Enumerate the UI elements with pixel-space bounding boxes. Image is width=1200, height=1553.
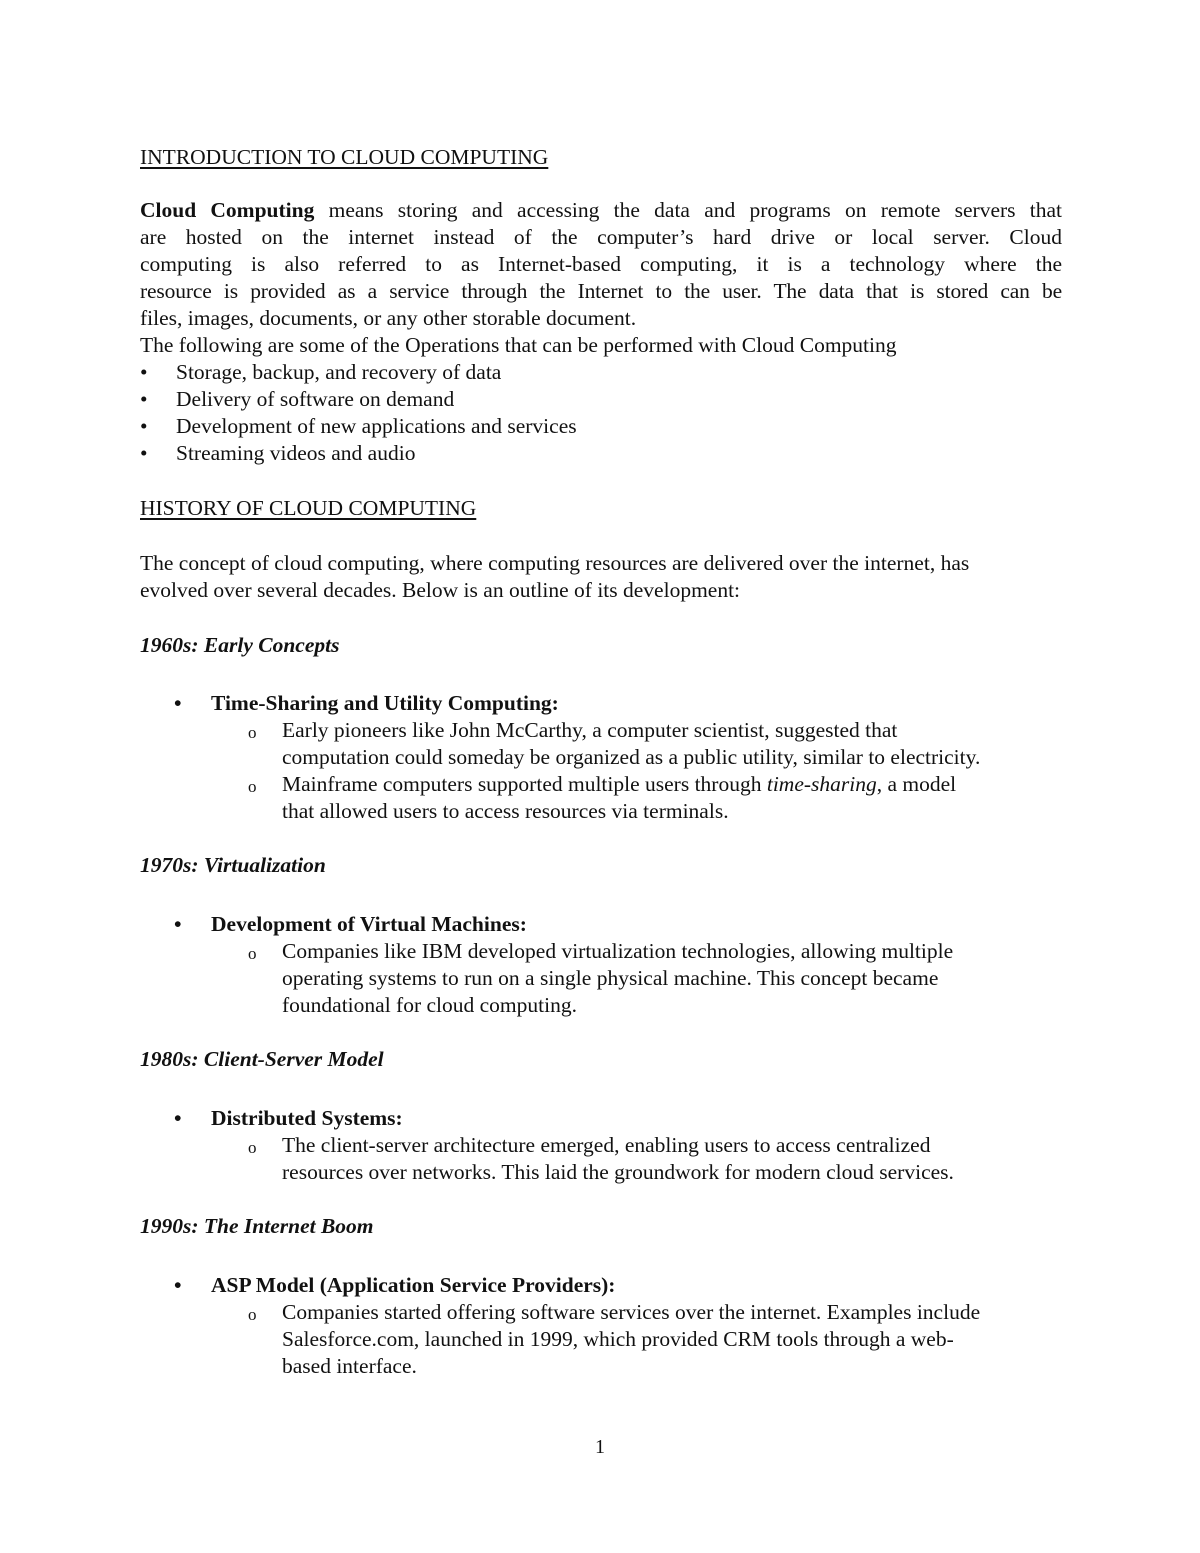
intro-paragraph	[140, 197, 1062, 467]
list-item: • Delivery of software on demand	[140, 387, 455, 411]
era-title-1960s: 1960s: Early Concepts	[140, 633, 340, 657]
era-title-1980s: 1980s: Client-Server Model	[140, 1047, 384, 1071]
bullet-icon: •	[174, 912, 182, 936]
intro-line-5: files, images, documents, or any other storable document.	[140, 306, 637, 330]
bullet-icon: •	[174, 1106, 182, 1130]
bullet-icon: •	[140, 387, 148, 411]
intro-line-4: resource is provided as a service through the Internet to the user. The data that is stored can be	[140, 279, 1062, 303]
history-intro	[140, 550, 1062, 604]
history-intro-line-2: evolved over several decades. Below is an outline of its development:	[140, 578, 741, 602]
sub-bullet-icon: o	[248, 777, 257, 796]
bullet-icon: •	[140, 441, 148, 465]
bullet-icon: •	[140, 414, 148, 438]
history-intro-line-1: The concept of cloud computing, where computing resources are delivered over the internet, has	[140, 551, 970, 575]
list-item: • Development of new applications and services	[140, 414, 577, 438]
era-title-1990s: 1990s: The Internet Boom	[140, 1214, 374, 1238]
intro-line-3: computing is also referred to as Internet-based computing, it is a technology where the	[140, 252, 1062, 276]
sub-bullet-icon: o	[248, 944, 257, 963]
intro-heading: INTRODUCTION TO CLOUD COMPUTING	[140, 145, 549, 169]
era-title-1970s: 1970s: Virtualization	[140, 853, 326, 877]
intro-term: Cloud Computing	[140, 198, 315, 222]
bullet-icon: •	[174, 1273, 182, 1297]
sub-bullet-icon: o	[248, 723, 257, 742]
operations-list	[140, 359, 1062, 467]
history-heading: HISTORY OF CLOUD COMPUTING	[140, 496, 477, 520]
sub-bullet-icon: o	[248, 1138, 257, 1157]
bullet-icon: •	[140, 360, 148, 384]
intro-line-2: are hosted on the internet instead of the computer’s hard drive or local server. Cloud	[140, 225, 1062, 249]
list-item: • Storage, backup, and recovery of data	[140, 360, 502, 384]
sub-bullet-icon: o	[248, 1305, 257, 1324]
intro-lead: The following are some of the Operations that can be performed with Cloud Computing	[140, 333, 897, 357]
emphasis-text: time-sharing	[766, 772, 877, 796]
page-number: 1	[595, 1436, 605, 1458]
list-item: • Streaming videos and audio	[140, 441, 416, 465]
bullet-icon: •	[174, 691, 182, 715]
intro-line-1: Cloud Computing means storing and accessing the data and programs on remote servers that	[140, 198, 1062, 222]
